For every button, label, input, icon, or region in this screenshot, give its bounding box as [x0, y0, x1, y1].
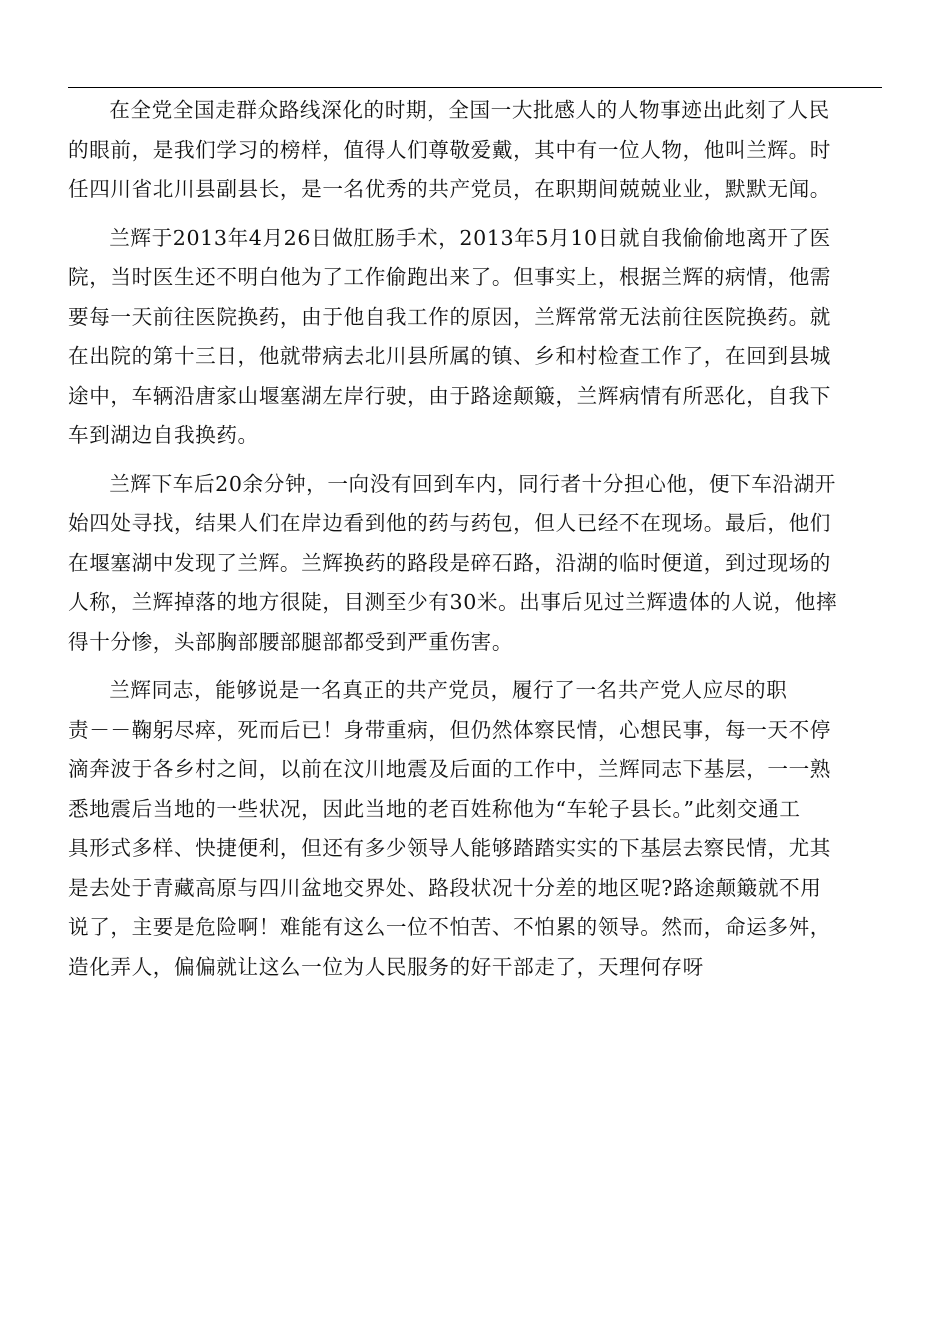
header-rule: [68, 87, 882, 88]
paragraph-3: 兰辉下车后20余分钟，一向没有回到车内，同行者十分担心他，便下车沿湖开 始四处寻找，结果人们在岸边看到他的药与药包，但人已经不在现场。最后，他们 在堰塞湖中发现了兰辉。兰辉换药的路段是碎石路，沿湖的临时便道，到过现场的 人称，兰辉掉落的地方很陡，目测至少有30米。出事后见过兰辉遗体的人说，他摔 得十分惨，头部胸部腰部腿部都受到严重伤害。: [68, 471, 838, 654]
paragraph-1: 在全党全国走群众路线深化的时期，全国一大批感人的人物事迹出此刻了人民 的眼前，是我们学习的榜样，值得人们尊敬爱戴，其中有一位人物，他叫兰辉。时 任四川省北川县副县长，是一名优秀的共产党员，在职期间兢兢业业，默默无闻。: [68, 98, 831, 201]
paragraph-2: 兰辉于2013年4月26日做肛肠手术，2013年5月10日就自我偷偷地离开了医 院，当时医生还不明白他为了工作偷跑出来了。但事实上，根据兰辉的病情，他需 要每一天前往医院换药，由于他自我工作的原因，兰辉常常无法前往医院换药。就 在出院的第十三日，他就带病去北川县所属的镇、乡和村检查工作了，在回到县城 途中，车辆沿唐家山堰塞湖左岸行驶，由于路途颠簸，兰辉病情有所恶化，自我下 车到湖边自我换药。: [68, 225, 831, 447]
paragraph-4: 兰辉同志，能够说是一名真正的共产党员，履行了一名共产党人应尽的职 责－－鞠躬尽瘁，死而后已！身带重病，但仍然体察民情，心想民事，每一天不停 滴奔波于各乡村之间，以前在汶川地震及后面的工作中，兰辉同志下基层，一一熟 悉地震后当地的一些状况，因此当地的老百姓称他为“车轮子县长。”此刻交通工 具形式多样、快捷便利，但还有多少领导人能够踏踏实实的下基层去察民情，尤其 是去处于青藏高原与四川盆地交界处、路段状况十分差的地区呢?路途颠簸就不用 说了，主要是危险啊！难能有这么一位不怕苦、不怕累的领导。然而，命运多舛， 造化弄人，偏偏就让这么一位为人民服务的好干部走了，天理何存呀: [68, 678, 831, 979]
document-body: [68, 91, 882, 996]
